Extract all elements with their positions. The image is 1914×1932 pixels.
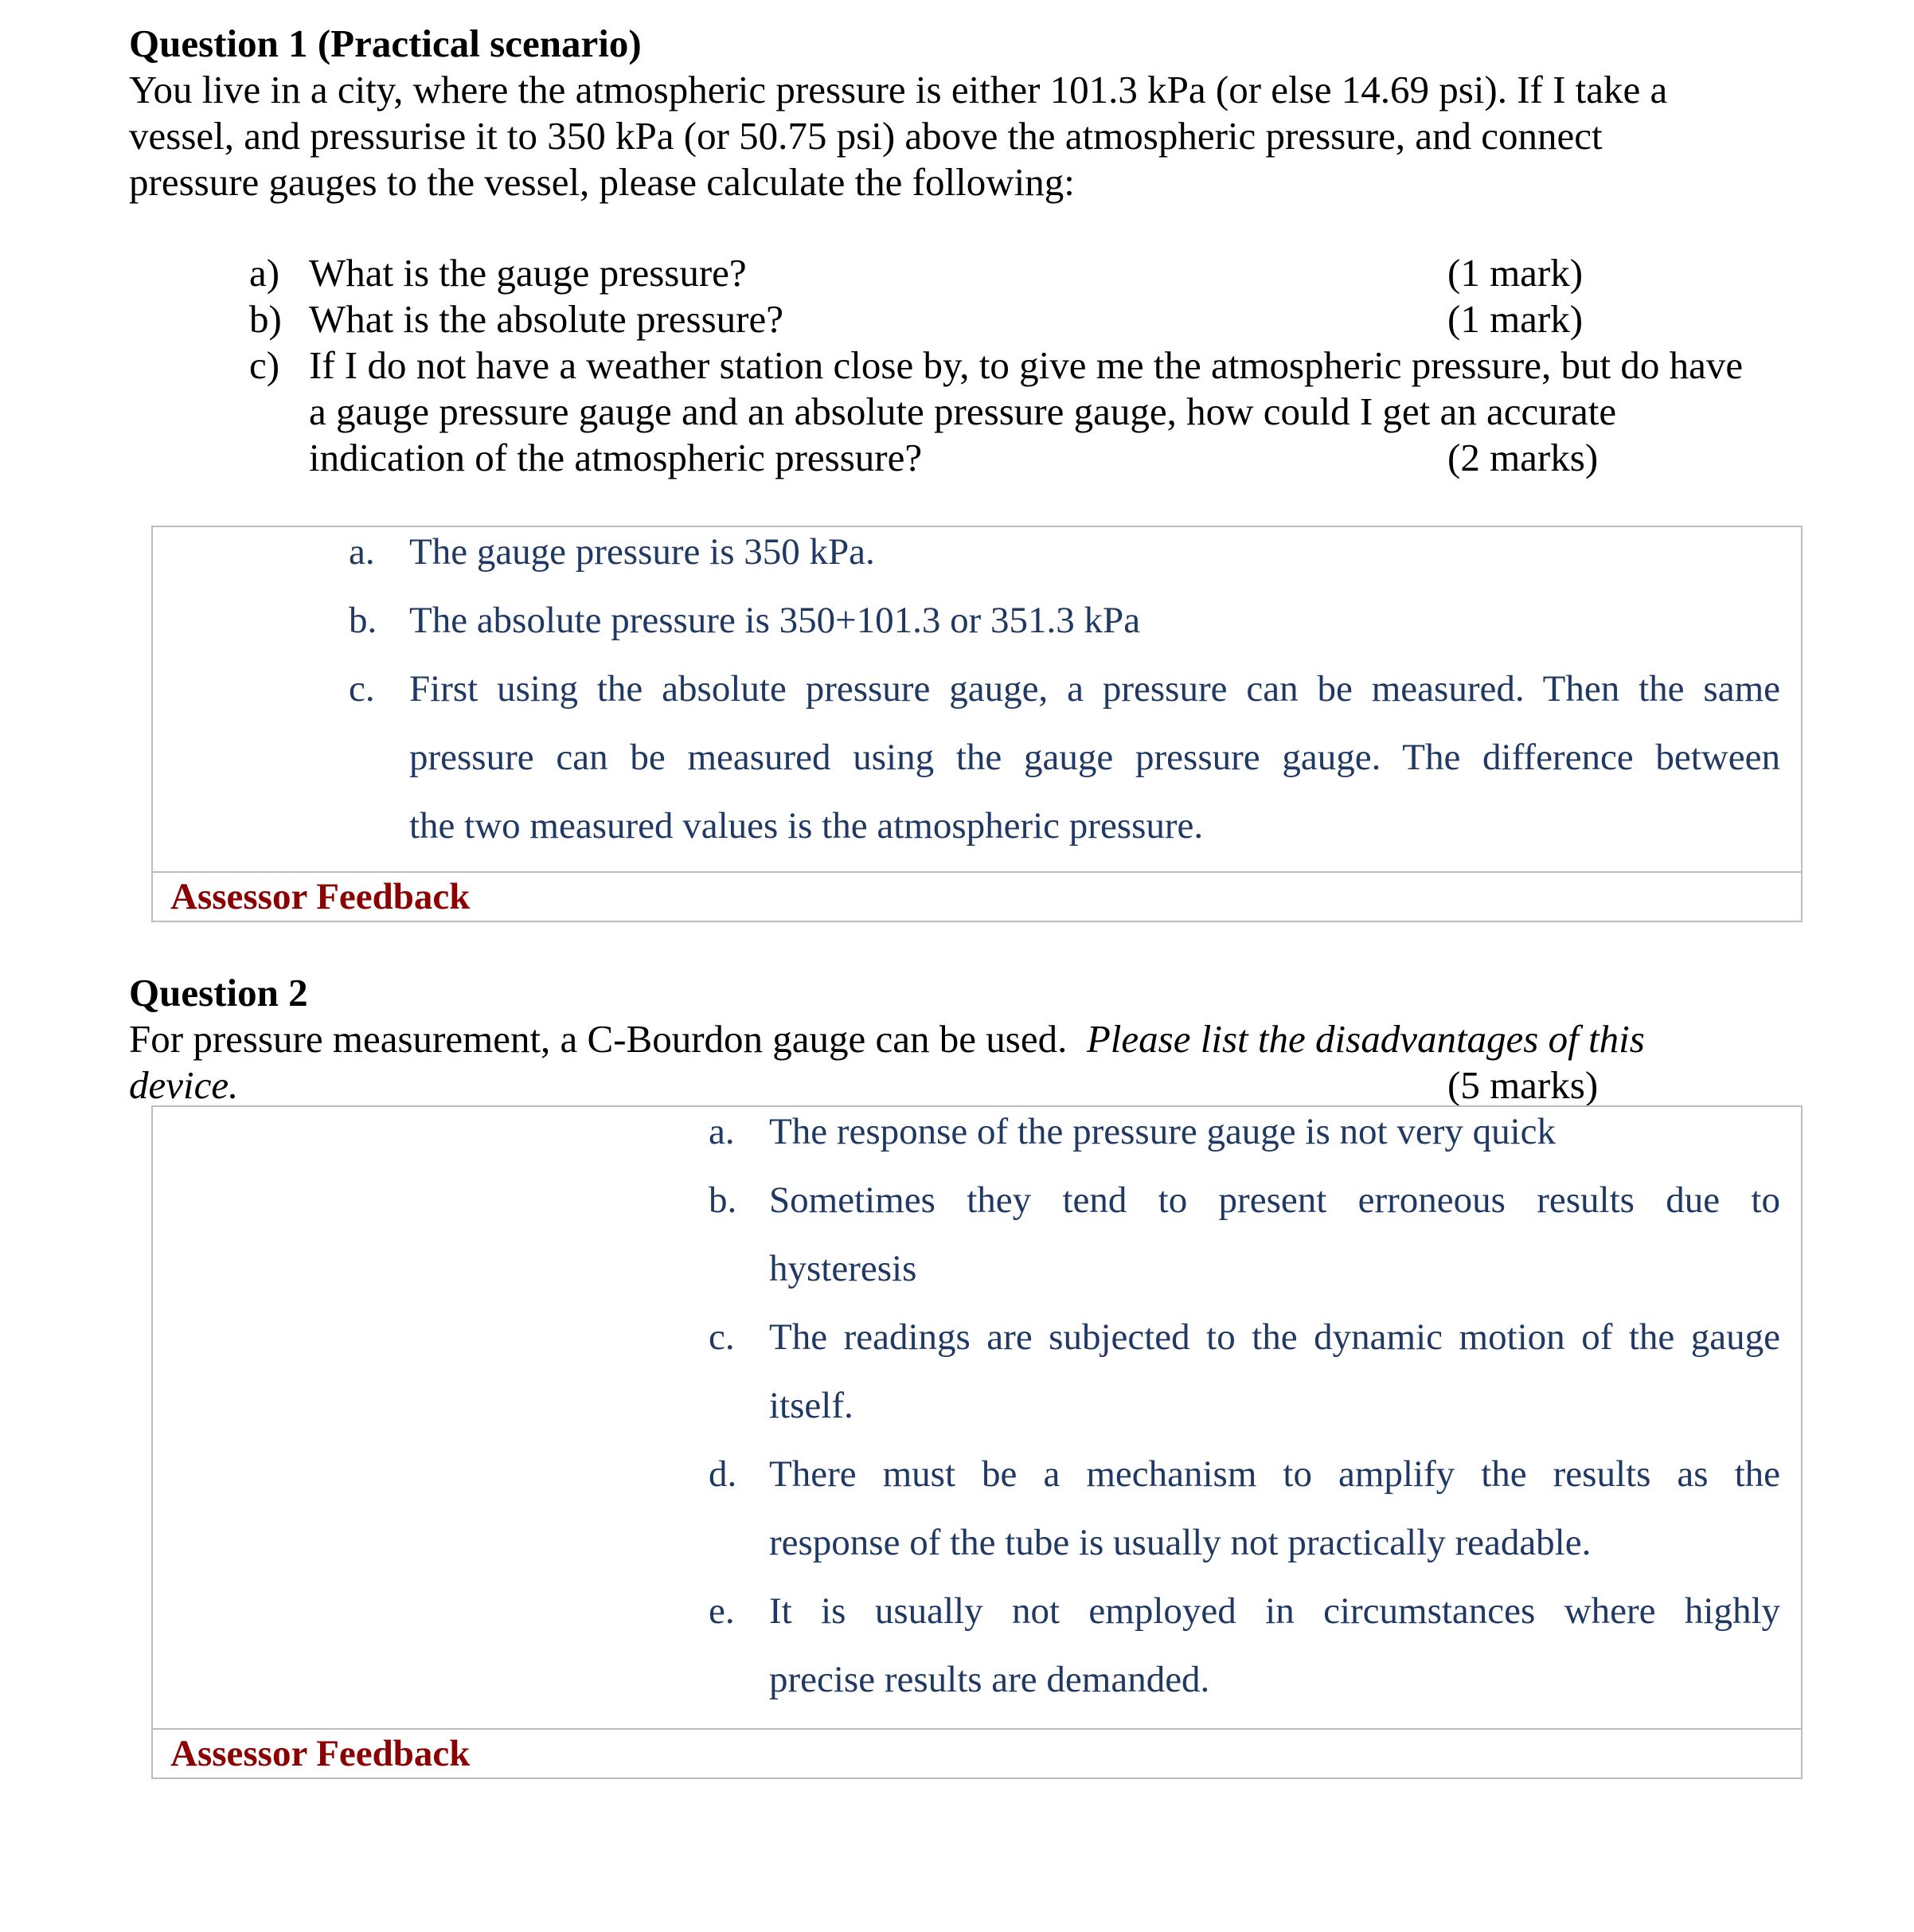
question-1-intro-line-3: pressure gauges to the vessel, please calculate the following:	[129, 160, 1075, 204]
question-1-answer-b-text: The absolute pressure is 350+101.3 or 351.3 kPa	[409, 600, 1141, 641]
question-2-title: Question 2	[129, 971, 308, 1015]
question-1-part-c-line-2: a gauge pressure gauge and an absolute pressure gauge, how could I get an accurate	[309, 389, 1617, 433]
question-1-answer-c-letter: c.	[349, 668, 375, 710]
question-2-answer-d-line-2: response of the tube is usually not practically readable.	[769, 1522, 1592, 1563]
question-1-part-a-marks: (1 mark)	[1447, 251, 1584, 295]
question-2-intro-plain: For pressure measurement, a C-Bourdon gauge can be used.	[129, 1017, 1087, 1061]
question-2-intro-italic: Please list the disadvantages of this	[1086, 1017, 1645, 1061]
question-1-part-b-label: b)	[249, 297, 282, 341]
question-2-answer-e-line-1: It is usually not employed in circumstances where highly	[769, 1590, 1780, 1632]
question-2-answer-c-line-1: The readings are subjected to the dynamic motion of the gauge	[769, 1316, 1780, 1358]
question-1-answer-c-line-3: the two measured values is the atmospheric pressure.	[409, 805, 1204, 847]
question-2-answer-b-line-2: hysteresis	[769, 1248, 917, 1289]
question-2-answer-a-text: The response of the pressure gauge is not very quick	[769, 1111, 1557, 1152]
question-2-answer-b-line-1: Sometimes they tend to present erroneous results due to	[769, 1179, 1780, 1221]
question-1-answer-b-letter: b.	[349, 600, 377, 641]
question-2-marks: (5 marks)	[1447, 1063, 1599, 1107]
question-1-part-a-label: a)	[249, 251, 280, 295]
question-1-part-c-line-1: If I do not have a weather station close by, to give me the atmospheric pressure, but do have	[309, 343, 1744, 387]
question-1-answer-c-line-1: First using the absolute pressure gauge, a pressure can be measured. Then the same	[409, 668, 1780, 710]
question-1-answer-c-line-2: pressure can be measured using the gauge pressure gauge. The difference between	[409, 737, 1780, 778]
question-2-intro-line-2: device.	[129, 1063, 239, 1107]
question-2-feedback-label: Assessor Feedback	[170, 1733, 471, 1774]
question-1-part-b-marks: (1 mark)	[1447, 297, 1584, 341]
question-2-answer-a-letter: a.	[709, 1111, 735, 1152]
question-1-title: Question 1 (Practical scenario)	[129, 22, 642, 65]
question-1-part-c-line-3: indication of the atmospheric pressure?	[309, 436, 923, 479]
question-2-answer-e-line-2: precise results are demanded.	[769, 1659, 1210, 1700]
question-2-answer-c-letter: c.	[709, 1316, 735, 1358]
question-2-answer-c-line-2: itself.	[769, 1385, 853, 1426]
question-1-feedback-label: Assessor Feedback	[170, 876, 471, 917]
question-2-answer-b-letter: b.	[709, 1179, 737, 1221]
question-1-part-a-text: What is the gauge pressure?	[309, 251, 747, 295]
question-2-answer-d-line-1: There must be a mechanism to amplify the results as the	[769, 1453, 1780, 1495]
question-1-intro-line-2: vessel, and pressurise it to 350 kPa (or 50.75 psi) above the atmospheric pressure, and connect	[129, 114, 1603, 158]
question-2-intro-line-1	[129, 1016, 1645, 1062]
question-1-part-b-text: What is the absolute pressure?	[309, 297, 783, 341]
question-1-part-c-label: c)	[249, 343, 280, 387]
question-1-answer-a-text: The gauge pressure is 350 kPa.	[409, 531, 875, 573]
question-2-answer-d-letter: d.	[709, 1453, 737, 1495]
question-1-part-c-marks: (2 marks)	[1447, 436, 1599, 479]
question-2-answer-e-letter: e.	[709, 1590, 735, 1632]
question-1-intro-line-1: You live in a city, where the atmospheric pressure is either 101.3 kPa (or else 14.69 psi). If I take a	[129, 68, 1668, 111]
question-1-answer-a-letter: a.	[349, 531, 375, 573]
